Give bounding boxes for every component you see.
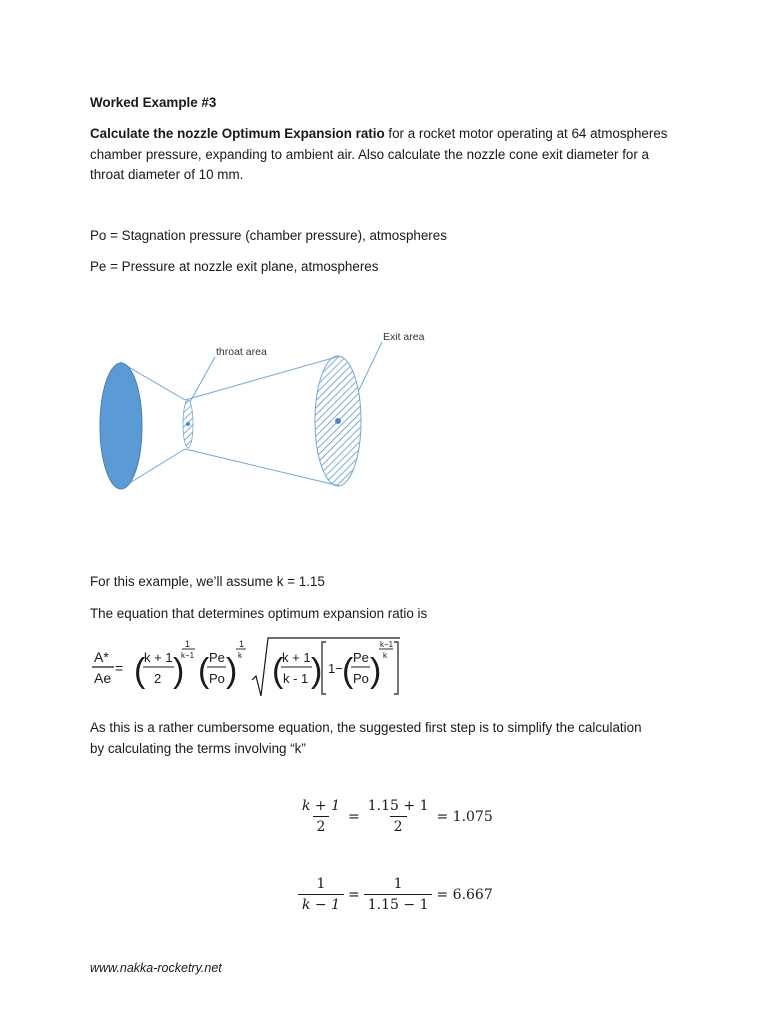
eq-po-a: Po xyxy=(209,671,225,686)
eq-paren-open-1: ( xyxy=(134,652,146,690)
eq-lhs-numerator: A* xyxy=(94,649,109,665)
calc2-den-left: k − 1 xyxy=(298,894,344,913)
calc2-num-mid: 1 xyxy=(393,876,403,892)
eq-paren-close-1: ) xyxy=(173,652,185,690)
example-heading: Worked Example #3 xyxy=(90,95,217,110)
eq-bracket-close xyxy=(394,642,398,694)
eq-bracket-open xyxy=(322,642,326,694)
eq-kplus1-a: k + 1 xyxy=(144,650,173,665)
calc2-num-left: 1 xyxy=(316,876,326,892)
eq-kplus1-b: k + 1 xyxy=(282,650,311,665)
calc1-equals: = xyxy=(348,808,360,825)
throat-area-label: throat area xyxy=(216,346,267,358)
definition-po: Po = Stagnation pressure (chamber pressure), atmospheres xyxy=(90,228,447,243)
eq-kminus1: k - 1 xyxy=(283,671,309,686)
exit-leader-line xyxy=(358,342,382,392)
expansion-ratio-equation xyxy=(88,636,418,700)
eq-lhs-denominator: Ae xyxy=(94,670,112,686)
nozzle-diagram xyxy=(90,322,450,502)
calc1-num-mid: 1.15 + 1 xyxy=(367,798,429,814)
diverging-bottom-line xyxy=(185,449,340,486)
assumption-text: For this example, we’ll assume k = 1.15 xyxy=(90,574,325,589)
calc1-frac-mid xyxy=(364,798,433,835)
eq-exp2-num: 1 xyxy=(239,639,245,649)
problem-bold-lead: Calculate the nozzle Optimum Expansion ratio xyxy=(90,126,385,141)
calc1-num-left: k + 1 xyxy=(302,798,341,814)
problem-statement xyxy=(90,124,690,186)
calc-1-over-k-minus-1 xyxy=(298,876,497,913)
eq-paren-close-4: ) xyxy=(370,652,382,690)
exit-center-dot xyxy=(335,418,341,424)
eq-equals: = xyxy=(115,660,124,676)
inlet-ellipse xyxy=(100,363,142,489)
calc2-equals: = xyxy=(348,886,360,903)
problem-line-1: for a rocket motor operating at 64 atmospheres xyxy=(384,126,668,141)
eq-one-minus: 1− xyxy=(328,661,343,676)
cumbersome-line-2: by calculating the terms involving “k” xyxy=(90,740,306,756)
calc1-result: = 1.075 xyxy=(436,808,493,825)
throat-center-dot xyxy=(186,422,190,426)
eq-exp3-num: k−1 xyxy=(380,640,394,649)
eq-paren-open-2: ( xyxy=(198,652,210,690)
calc-k-plus-1-over-2 xyxy=(298,798,497,835)
footer-url: www.nakka-rocketry.net xyxy=(90,961,222,975)
definition-pe: Pe = Pressure at nozzle exit plane, atmospheres xyxy=(90,259,379,274)
eq-po-b: Po xyxy=(353,671,369,686)
calc1-den-left: 2 xyxy=(313,816,330,835)
equation-intro-text: The equation that determines optimum expansion ratio is xyxy=(90,606,428,621)
eq-paren-open-4: ( xyxy=(342,652,354,690)
exit-area-label: Exit area xyxy=(383,331,425,343)
eq-exp1-num: 1 xyxy=(185,639,191,649)
eq-pe-b: Pe xyxy=(353,650,369,665)
eq-paren-open-3: ( xyxy=(272,652,284,690)
eq-exp2-den: k xyxy=(238,651,242,660)
calc2-result: = 6.667 xyxy=(436,886,493,903)
calc2-frac-mid xyxy=(364,876,433,913)
eq-paren-close-3: ) xyxy=(311,652,323,690)
eq-exp1-den: k−1 xyxy=(181,651,195,660)
problem-line-3: throat diameter of 10 mm. xyxy=(90,167,244,182)
cumbersome-paragraph xyxy=(90,718,690,759)
calc1-frac-left xyxy=(298,798,344,835)
calc2-frac-left xyxy=(298,876,344,913)
eq-exp3-den: k xyxy=(383,651,387,660)
cumbersome-line-1: As this is a rather cumbersome equation, the suggested first step is to simplify the calculation xyxy=(90,720,642,735)
eq-pe-a: Pe xyxy=(209,650,225,665)
eq-paren-close-2: ) xyxy=(226,652,238,690)
calc1-den-mid: 2 xyxy=(390,816,407,835)
problem-line-2: chamber pressure, expanding to ambient air. Also calculate the nozzle cone exit diameter for a xyxy=(90,146,649,162)
calc2-den-mid: 1.15 − 1 xyxy=(364,894,433,913)
eq-two: 2 xyxy=(154,671,162,686)
